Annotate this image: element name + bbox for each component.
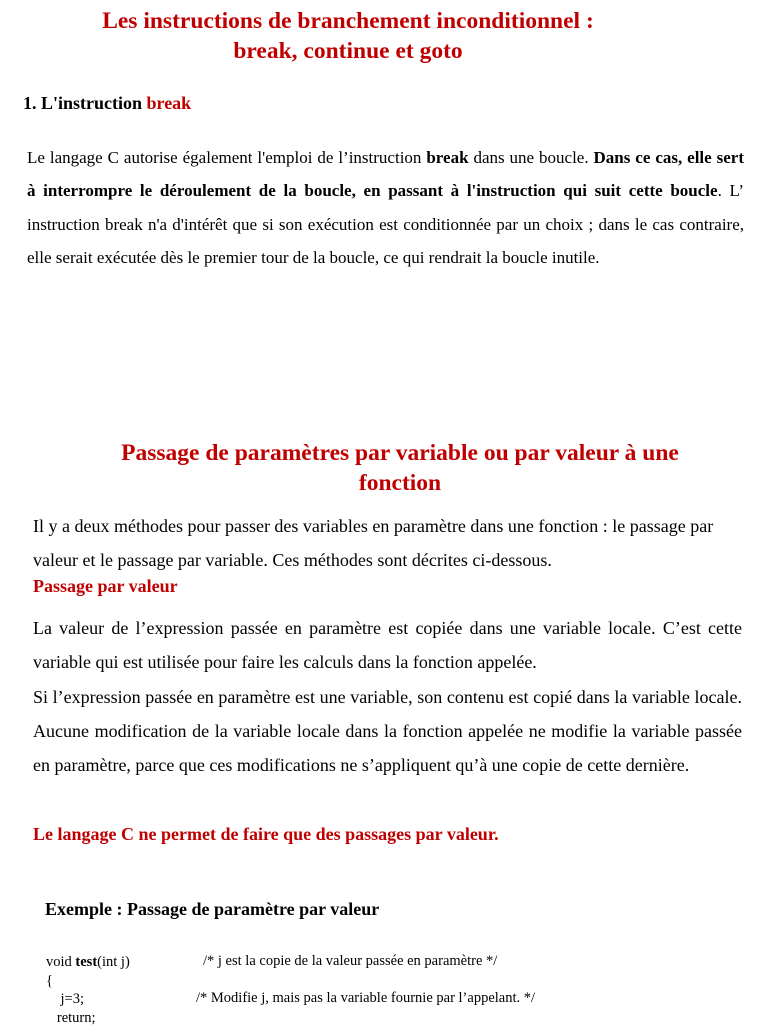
pass-by-value-paragraph-1: La valeur de l’expression passée en paramètre est copiée dans une variable locale. C’est cette variable qui est utilisée pour faire les calculs dans la fonction appelée. [33,618,742,673]
section-title-line-2: fonction [358,470,442,496]
page-title [0,6,696,66]
code-void: void [46,954,76,970]
break-paragraph [27,141,744,274]
note-by-value-only: Le langage C ne permet de faire que des passages par valeur. [33,824,499,844]
heading-prefix: 1. L'instruction [23,93,147,113]
pass-by-value-paragraph-2: Si l’expression passée en paramètre est une variable, son contenu est copié dans la variable locale. Aucune modification de la variable locale dans la fonction appelée ne modifie la variable passée en paramètre, parce que ces modifications ne s’appliquent qu’à une copie de cette dernière. [33,686,742,776]
code-line-2: { [46,973,53,989]
code-params: (int j) [97,954,130,970]
example-title: Exemple : Passage de paramètre par valeur [45,899,380,919]
title-line-2: break, continue et goto [233,38,463,64]
break-text-bold: Dans ce cas, elle sert à interrompre le déroulement de la boucle, en passant à l'instruction qui suit cette boucle [27,148,744,201]
pass-by-value-body [33,611,742,782]
subheading-pass-by-value: Passage par valeur [33,576,178,596]
break-text-c: dans une boucle. [468,148,594,167]
break-text-a: Le langage C autorise également l'emploi de l’instruction [27,148,427,167]
code-comment-1: /* j est la copie de la valeur passée en paramètre */ [203,953,498,969]
code-line-3: j=3; [46,991,84,1007]
code-function-name: test [75,954,98,970]
section-title-line-1: Passage de paramètres par variable ou par valeur à une [121,440,679,466]
code-comment-3: /* Modifie j, mais pas la variable fournie par l’appelant. */ [196,990,536,1006]
section-heading-break [23,93,191,114]
section-title-parameters [80,438,720,498]
intro-paragraph: Il y a deux méthodes pour passer des variables en paramètre dans une fonction : le passage par valeur et le passage par variable. Ces méthodes sont décrites ci-dessous. [33,516,714,570]
title-line-1: Les instructions de branchement inconditionnel : [102,8,594,34]
break-text-e: . L’ instruction break n'a d'intérêt que si son exécution est conditionnée par un choix ; dans le cas contraire, elle serait exécutée dès le premier tour de la boucle, ce qui rendrait la boucle inutile. [27,181,744,267]
break-keyword: break [426,148,469,167]
heading-keyword: break [146,93,192,113]
code-line-4: return; [46,1010,96,1026]
code-line-1 [46,953,130,971]
